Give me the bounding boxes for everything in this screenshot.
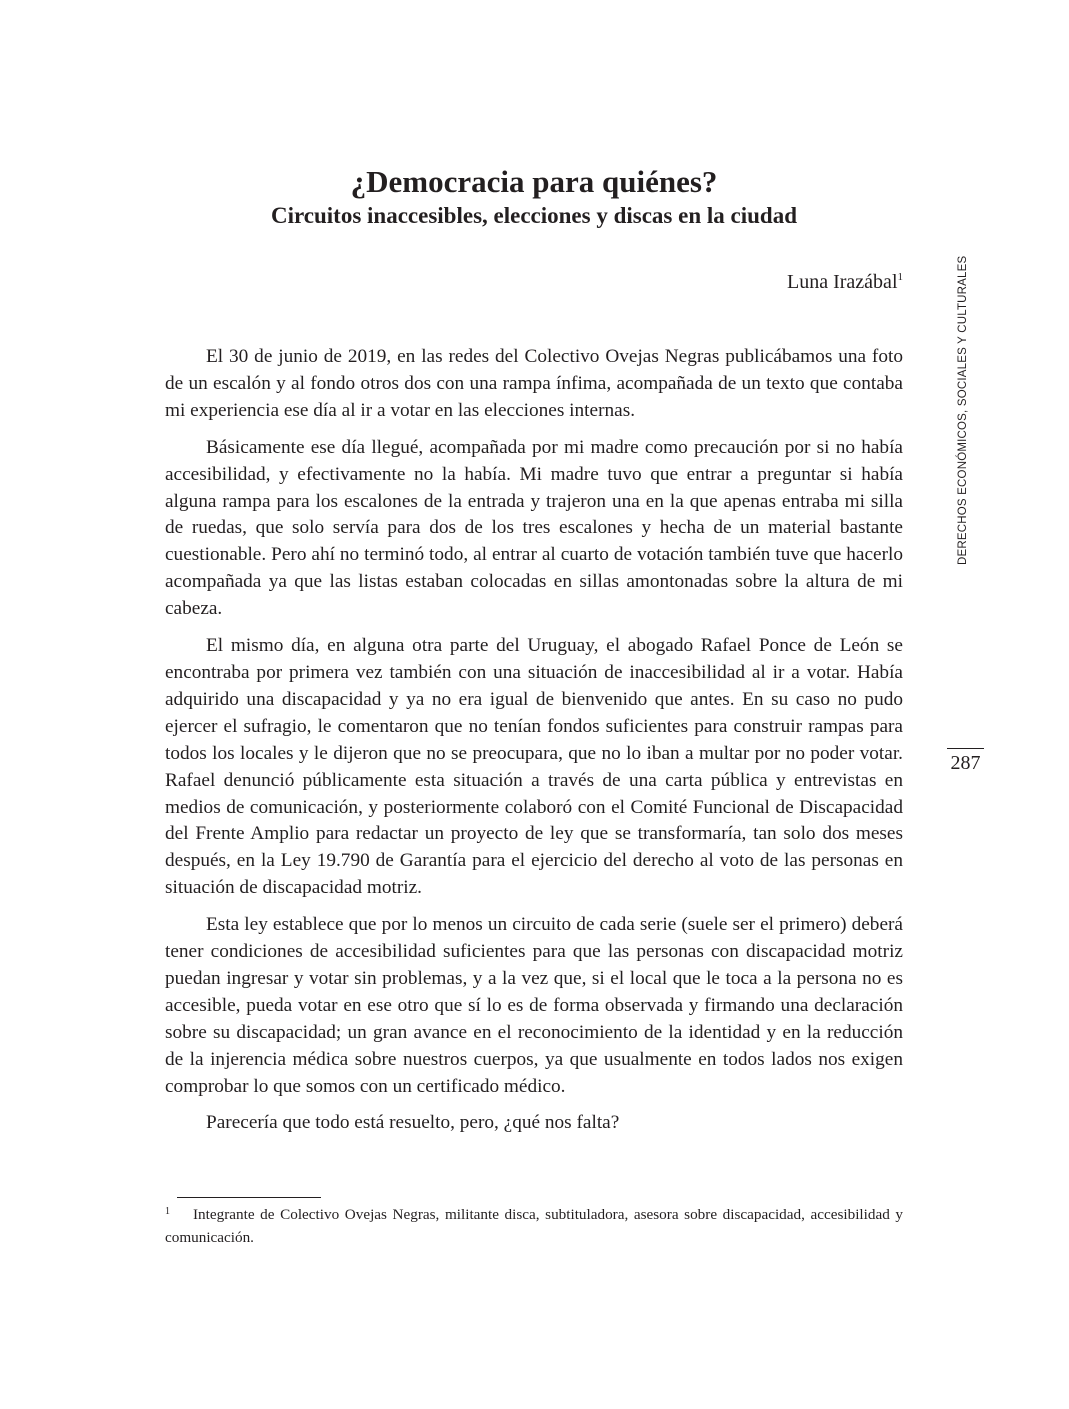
body-paragraph-5: Parecería que todo está resuelto, pero, ¿qué nos falta? <box>206 1112 620 1134</box>
body-paragraph-2: Básicamente ese día llegué, acompañada por mi madre como precaución por si no había accesibilidad, y efectivamente no la había. Mi madre tuvo que entrar a preguntar si había alguna rampa para los escalones de la entrada y trajeron una en la que apenas entraba mi silla de ruedas, que solo servía para dos de los tres escalones y hecha de un material bastante cuestionable. Pero ahí no terminó todo, al entrar al cuarto de votación también tuve que hacerlo acompañada ya que las listas estaban colocadas en sillas amontonadas sobre la altura de mi cabeza. <box>165 436 903 620</box>
author-footnote-marker: 1 <box>897 271 903 283</box>
article-title: ¿Democracia para quiénes? <box>350 164 718 199</box>
body-paragraph-3: El mismo día, en alguna otra parte del Uruguay, el abogado Rafael Ponce de León se encontraba por primera vez también con una situación de inaccesibilidad al ir a votar. Había adquirido una discapacidad y ya no era igual de bienvenido que antes. En su caso no pudo ejercer el sufragio, le comentaron que no tenían fondos suficientes para construir rampas para todos los locales y le dijeron que no se preocupara, que no lo iban a multar por no poder votar. Rafael denunció públicamente esta situación a través de una carta pública y entrevistas en medios de comunicación, y posteriormente colaboró con el Comité Funcional de Discapacidad del Frente Amplio para redactar un proyecto de ley que se transformaría, tan solo dos meses después, en la Ley 19.790 de Garantía para el ejercicio del derecho al voto de las personas en situación de discapacidad motriz. <box>165 635 903 899</box>
body-paragraph-4: Esta ley establece que por lo menos un circuito de cada serie (suele ser el primero) deberá tener condiciones de accesibilidad suficientes para que las personas con discapacidad motriz puedan ingresar y votar sin problemas, y a la vez que, si el local que le toca a la persona no es accesible, pueda votar en ese otro que sí lo es de forma observada y firmando una declaración sobre su discapacidad; un gran avance en el reconocimiento de la identidad y en la reducción de la injerencia médica sobre nuestros cuerpos, ya que usualmente en todos lados nos exigen comprobar lo que somos con un certificado médico. <box>165 914 903 1097</box>
page-number-rule <box>947 748 984 749</box>
running-head-text: DERECHOS ECONÓMICOS, SOCIALES Y CULTURALES <box>957 255 969 565</box>
author-name: Luna Irazábal <box>787 271 898 293</box>
page-number: 287 <box>950 752 981 774</box>
footnote-text: Integrante de Colectivo Ovejas Negras, militante disca, subtituladora, asesora sobre discapacidad, accesibilidad y comunicación. <box>165 1206 903 1246</box>
author-line <box>787 268 903 296</box>
footnote-separator <box>177 1197 321 1198</box>
article-body <box>165 344 903 1147</box>
article-subtitle: Circuitos inaccesibles, elecciones y discas en la ciudad <box>270 203 797 228</box>
body-paragraph-1: El 30 de junio de 2019, en las redes del Colectivo Ovejas Negras publicábamos una foto de un escalón y al fondo otros dos con una rampa ínfima, acompañada de un texto que contaba mi experiencia ese día al ir a votar en las elecciones internas. <box>165 346 903 421</box>
footnote: 1 Integrante de Colectivo Ovejas Negras, militante disca, subtituladora, asesora sobre discapacidad, accesibilidad y comunicación. <box>165 1206 903 1246</box>
running-head <box>953 245 973 565</box>
